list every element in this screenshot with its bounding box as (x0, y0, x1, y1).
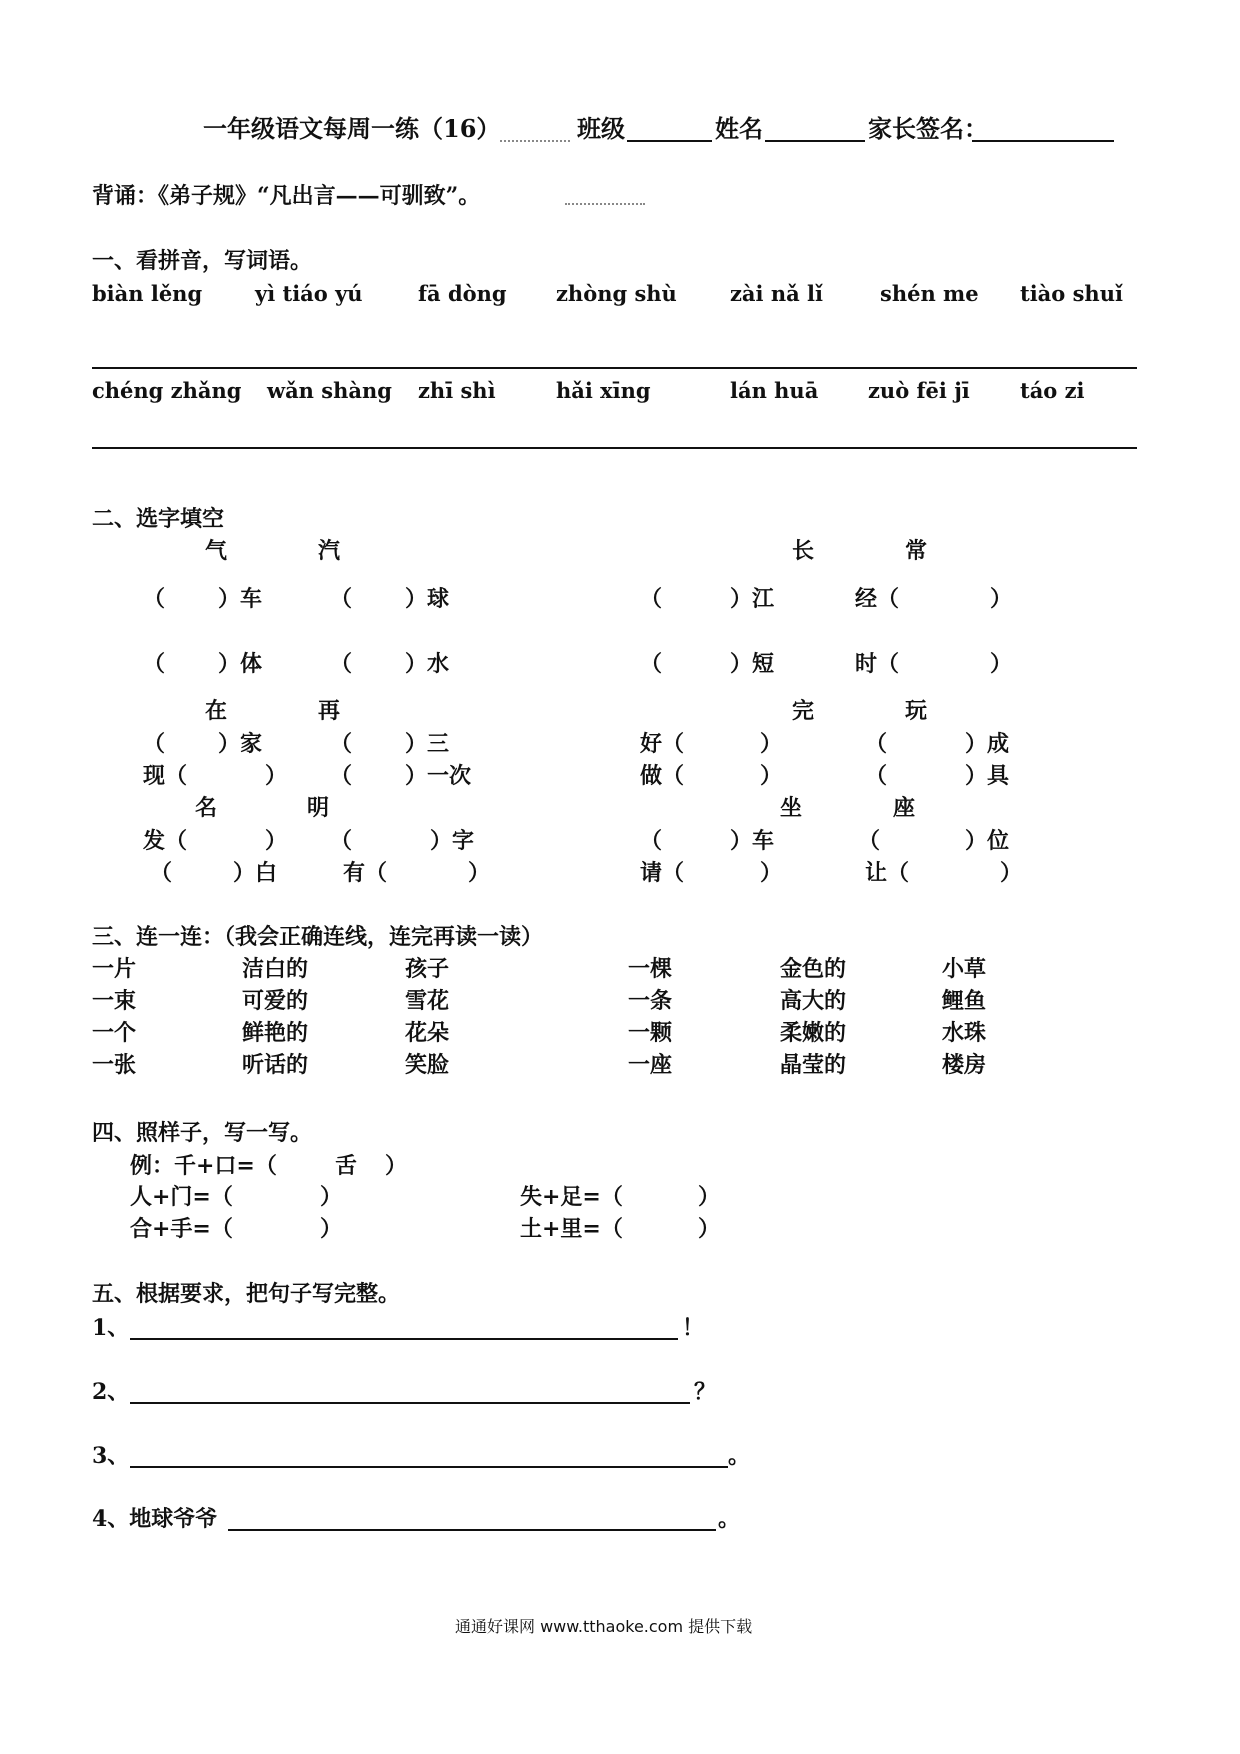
sentence-end: 。 (718, 1506, 741, 1532)
dot-leader (500, 140, 570, 142)
name-label: 姓名 (715, 114, 763, 143)
blank-paren[interactable]: ） (760, 763, 783, 789)
match-item[interactable]: 高大的 (780, 988, 847, 1014)
match-item[interactable]: 可爱的 (242, 988, 309, 1014)
compose-answer[interactable]: ） (698, 1184, 721, 1210)
section-1-heading: 一、看拼音，写词语。 (92, 248, 313, 274)
choice-char: 汽 (318, 538, 341, 564)
fill-item: 好（ (640, 731, 685, 757)
match-item[interactable]: 鲤鱼 (942, 988, 987, 1014)
fill-item: ）车 (218, 586, 263, 612)
fill-item: ）成 (965, 731, 1010, 757)
match-item[interactable]: 柔嫩的 (780, 1020, 847, 1046)
blank-paren[interactable]: （ (330, 731, 353, 757)
match-item[interactable]: 水珠 (942, 1020, 987, 1046)
fill-item: ）车 (730, 828, 775, 854)
class-label: 班级 (577, 114, 625, 143)
pinyin-1-6: shén me (880, 281, 979, 306)
parent-sign-field[interactable] (972, 140, 1114, 142)
pinyin-2-7: táo zi (1020, 378, 1085, 403)
pinyin-1-4: zhòng shù (556, 281, 677, 306)
match-item[interactable]: 洁白的 (242, 956, 309, 982)
sentence-prefix: 4、地球爷爷 (92, 1506, 218, 1532)
pinyin-2-2: wǎn shàng (267, 378, 392, 403)
sentence-field[interactable] (228, 1529, 716, 1531)
fill-item: 做（ (640, 763, 685, 789)
match-item[interactable]: 笑脸 (405, 1052, 450, 1078)
fill-item: ）位 (965, 828, 1010, 854)
fill-item: ）三 (405, 731, 450, 757)
compose-item: 土+里=（ (520, 1216, 623, 1242)
blank-paren[interactable]: （ (330, 586, 353, 612)
compose-item: 失+足=（ (520, 1184, 623, 1210)
pinyin-1-2: yì tiáo yú (255, 281, 363, 306)
fill-item: 发（ (143, 828, 188, 854)
match-item[interactable]: 一张 (92, 1052, 137, 1078)
pinyin-1-7: tiào shuǐ (1020, 281, 1123, 306)
answer-line[interactable] (92, 367, 1137, 369)
choice-char: 座 (893, 795, 916, 821)
blank-paren[interactable]: ） (265, 828, 288, 854)
blank-paren[interactable]: （ (330, 651, 353, 677)
example-text: 例：千+口=（ (130, 1153, 277, 1179)
fill-item: 请（ (640, 860, 685, 886)
match-item[interactable]: 小草 (942, 956, 987, 982)
blank-paren[interactable]: （ (865, 731, 888, 757)
section-5-heading: 五、根据要求，把句子写完整。 (92, 1281, 401, 1307)
choice-char: 气 (205, 538, 228, 564)
sentence-field[interactable] (130, 1402, 690, 1404)
blank-paren[interactable]: （ (143, 651, 166, 677)
fill-item: ）家 (218, 731, 263, 757)
fill-item: 让（ (865, 860, 910, 886)
pinyin-2-5: lán huā (730, 378, 819, 403)
choice-char: 明 (307, 795, 330, 821)
match-item[interactable]: 鲜艳的 (242, 1020, 309, 1046)
match-item[interactable]: 金色的 (780, 956, 847, 982)
dot-leader (565, 203, 645, 205)
match-item[interactable]: 雪花 (405, 988, 450, 1014)
fill-item: 经（ (855, 586, 900, 612)
fill-item: ）具 (965, 763, 1010, 789)
recite-line: 背诵：《弟子规》“凡出言——可驯致”。 (92, 183, 481, 209)
match-item[interactable]: 一座 (628, 1052, 673, 1078)
pinyin-1-1: biàn lěng (92, 281, 203, 306)
match-item[interactable]: 一棵 (628, 956, 673, 982)
match-item[interactable]: 楼房 (942, 1052, 987, 1078)
blank-paren[interactable]: （ (143, 731, 166, 757)
sentence-prefix: 1、 (92, 1315, 130, 1341)
worksheet-title: 一年级语文每周一练（16） (203, 114, 501, 143)
sentence-field[interactable] (130, 1466, 728, 1468)
fill-item: ）一次 (405, 763, 472, 789)
fill-item: ）字 (430, 828, 475, 854)
blank-paren[interactable]: （ (865, 763, 888, 789)
sentence-end: ！ (682, 1315, 705, 1341)
match-item[interactable]: 一束 (92, 988, 137, 1014)
fill-item: 时（ (855, 651, 900, 677)
sentence-prefix: 2、 (92, 1379, 130, 1405)
sentence-end: 。 (728, 1443, 751, 1469)
sentence-field[interactable] (130, 1338, 678, 1340)
compose-item: 合+手=（ (130, 1216, 233, 1242)
match-item[interactable]: 晶莹的 (780, 1052, 847, 1078)
fill-item: ）水 (405, 651, 450, 677)
compose-answer[interactable]: ） (320, 1216, 343, 1242)
choice-char: 再 (318, 698, 341, 724)
choice-char: 常 (905, 538, 928, 564)
example-answer: 舌 (335, 1153, 358, 1179)
fill-item: ）江 (730, 586, 775, 612)
blank-paren[interactable]: （ (640, 828, 663, 854)
blank-paren[interactable]: ） (760, 860, 783, 886)
choice-char: 在 (205, 698, 228, 724)
name-field[interactable] (765, 140, 865, 142)
match-item[interactable]: 一片 (92, 956, 137, 982)
choice-char: 坐 (780, 795, 803, 821)
choice-char: 长 (792, 538, 815, 564)
section-2-heading: 二、选字填空 (92, 506, 225, 532)
pinyin-2-6: zuò fēi jī (868, 378, 970, 403)
blank-paren[interactable]: ） (1000, 860, 1023, 886)
blank-paren[interactable]: ） (760, 731, 783, 757)
choice-char: 名 (195, 795, 218, 821)
blank-paren[interactable]: （ (858, 828, 881, 854)
pinyin-2-3: zhī shì (418, 378, 496, 403)
blank-paren[interactable]: （ (330, 763, 353, 789)
fill-item: ）球 (405, 586, 450, 612)
pinyin-1-5: zài nǎ lǐ (730, 281, 823, 306)
blank-paren[interactable]: ） (990, 651, 1013, 677)
blank-paren[interactable]: （ (640, 586, 663, 612)
fill-item: ）体 (218, 651, 263, 677)
parent-sign-label: 家长签名： (868, 114, 988, 143)
pinyin-1-3: fā dòng (418, 281, 507, 306)
fill-item: ）白 (233, 860, 278, 886)
match-item[interactable]: 花朵 (405, 1020, 450, 1046)
blank-paren[interactable]: （ (143, 586, 166, 612)
match-item[interactable]: 一条 (628, 988, 673, 1014)
sentence-end: ？ (694, 1379, 717, 1405)
pinyin-2-4: hǎi xīng (556, 378, 651, 403)
example-close: ） (385, 1153, 408, 1179)
fill-item: ）短 (730, 651, 775, 677)
blank-paren[interactable]: （ (640, 651, 663, 677)
compose-answer[interactable]: ） (698, 1216, 721, 1242)
compose-item: 人+门=（ (130, 1184, 233, 1210)
pinyin-2-1: chéng zhǎng (92, 378, 242, 403)
fill-item: 有（ (343, 860, 388, 886)
blank-paren[interactable]: （ (150, 860, 173, 886)
match-item[interactable]: 一颗 (628, 1020, 673, 1046)
fill-item: 现（ (143, 763, 188, 789)
section-4-heading: 四、照样子，写一写。 (92, 1120, 313, 1146)
match-item[interactable]: 一个 (92, 1020, 137, 1046)
sentence-prefix: 3、 (92, 1443, 130, 1469)
blank-paren[interactable]: ） (468, 860, 491, 886)
match-item[interactable]: 听话的 (242, 1052, 309, 1078)
answer-line[interactable] (92, 447, 1137, 449)
class-field[interactable] (627, 140, 712, 142)
choice-char: 玩 (905, 698, 928, 724)
blank-paren[interactable]: ） (265, 763, 288, 789)
compose-answer[interactable]: ） (320, 1184, 343, 1210)
match-item[interactable]: 孩子 (405, 956, 450, 982)
footer-text: 通通好课网 www.tthaoke.com 提供下载 (455, 1617, 753, 1636)
section-3-heading: 三、连一连：（我会正确连线，连完再读一读） (92, 924, 544, 950)
blank-paren[interactable]: （ (330, 828, 353, 854)
choice-char: 完 (792, 698, 815, 724)
blank-paren[interactable]: ） (990, 586, 1013, 612)
